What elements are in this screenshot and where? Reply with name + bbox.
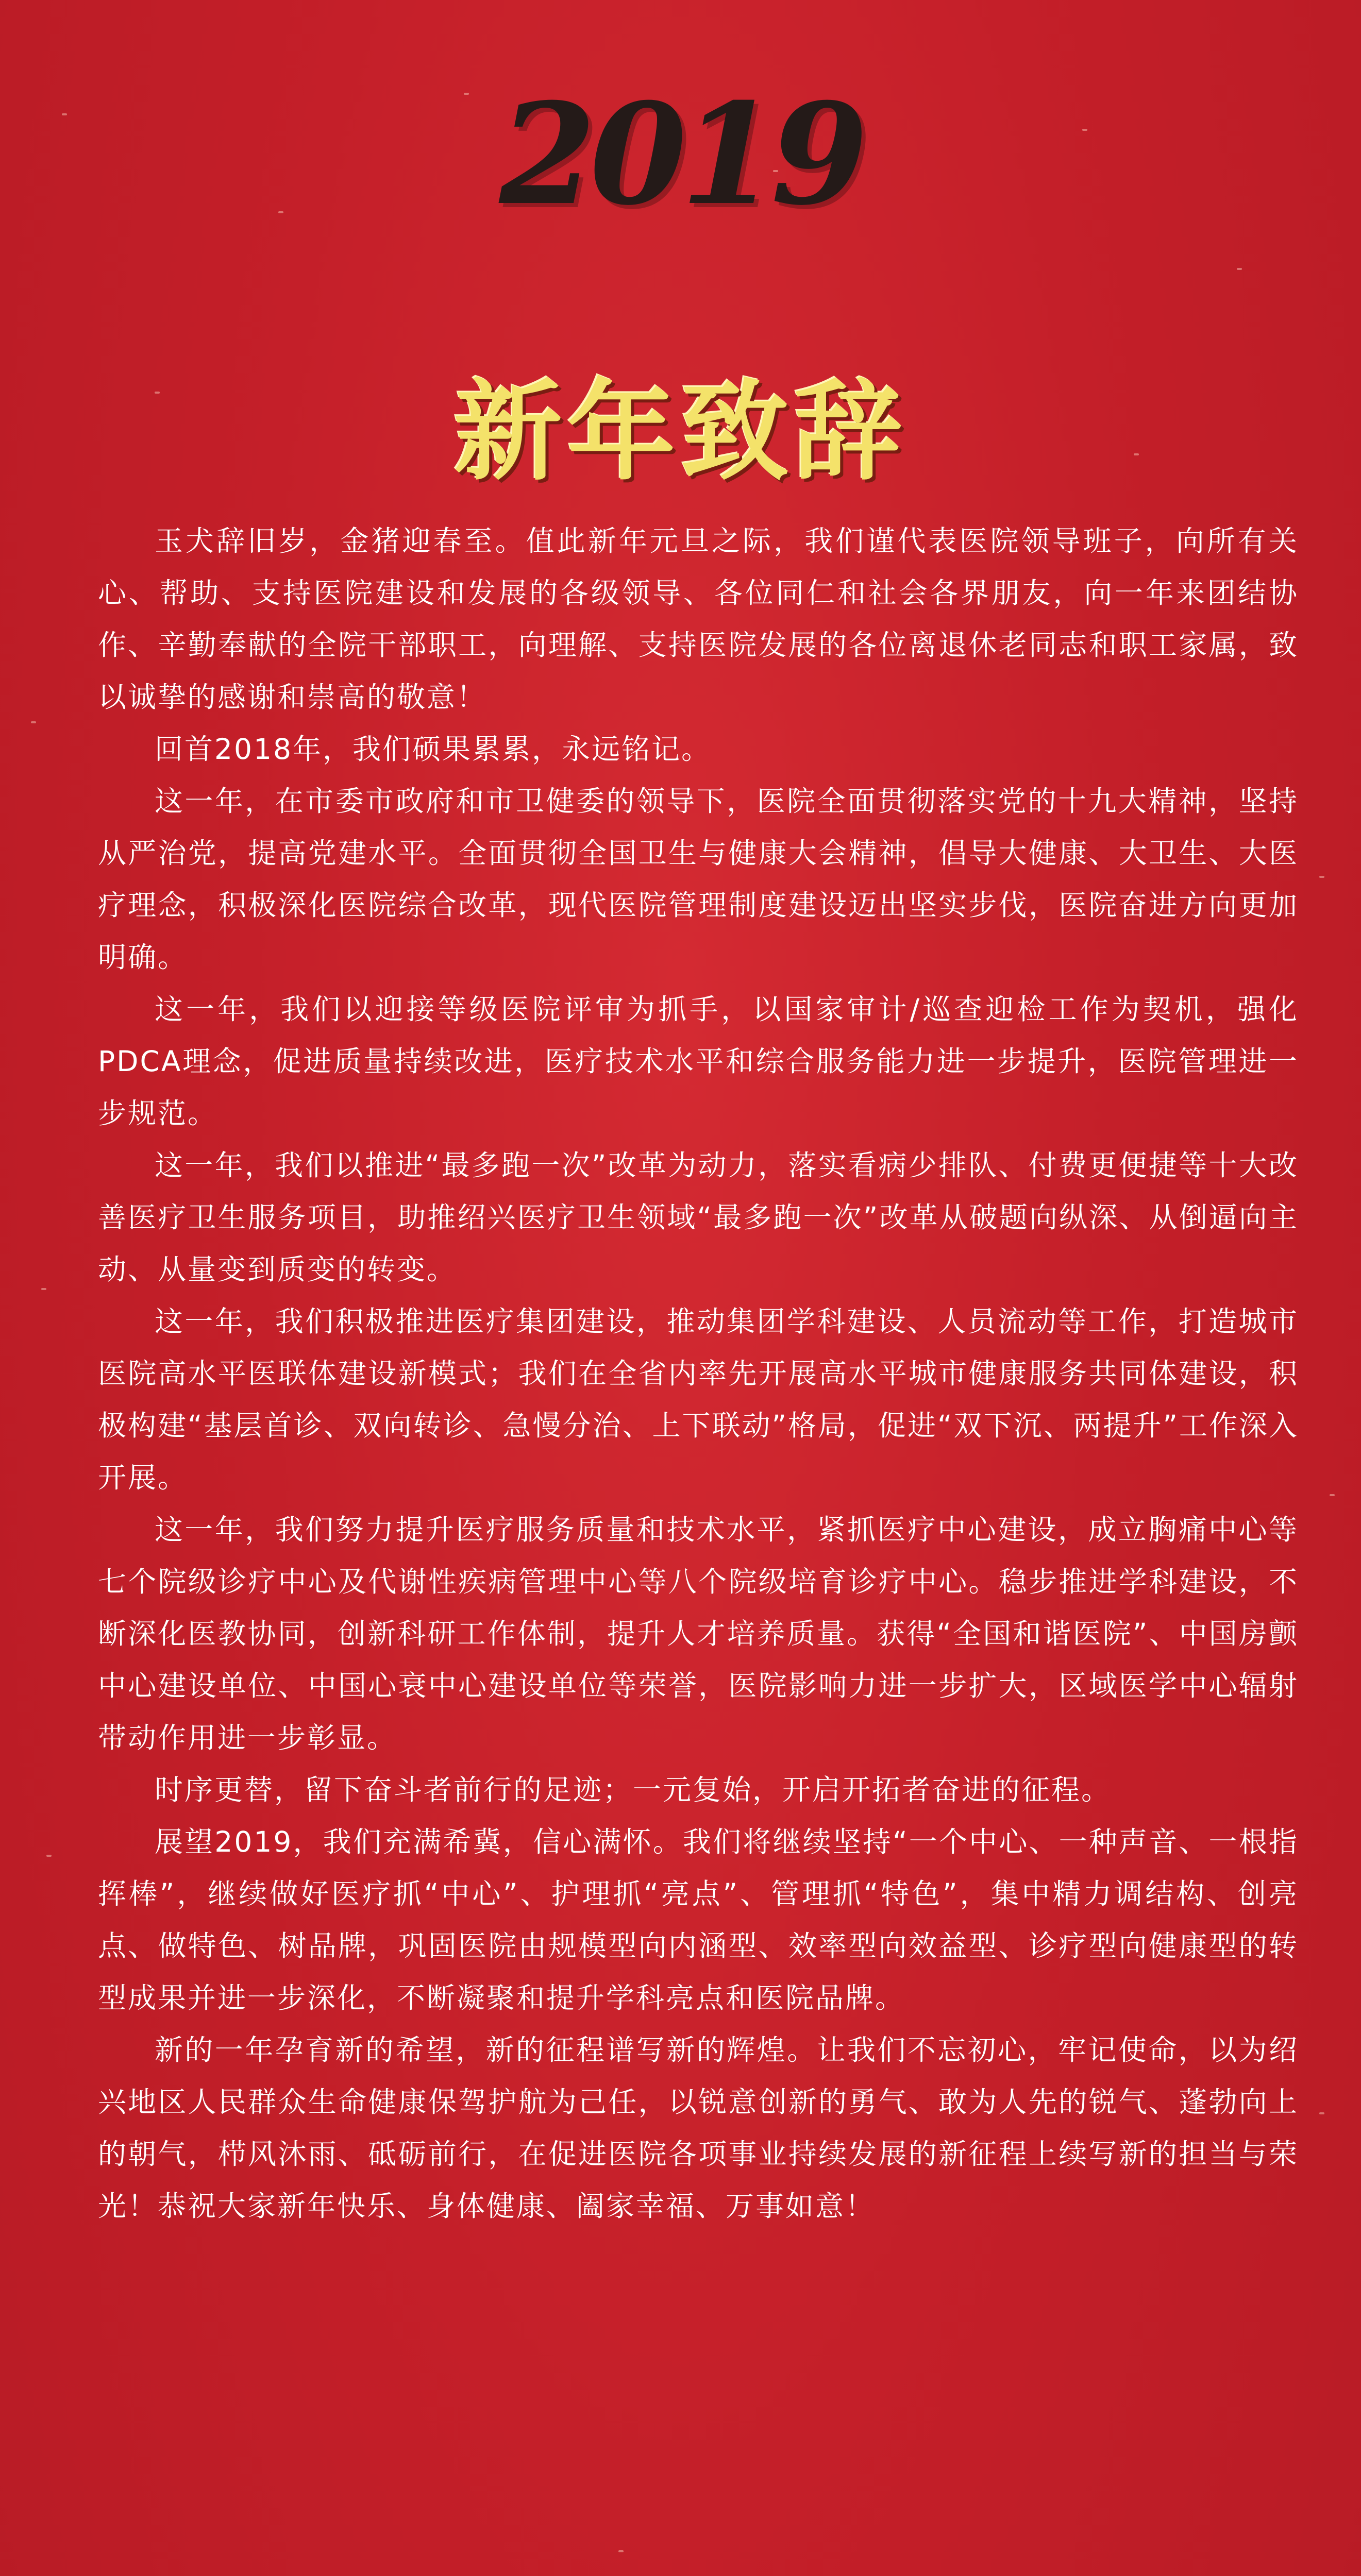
page-title: 新年致辞 bbox=[453, 369, 908, 495]
letter-body bbox=[98, 515, 1299, 2232]
letter-paragraph: 这一年，我们努力提升医疗服务质量和技术水平，紧抓医疗中心建设，成立胸痛中心等七个院级诊疗中心及代谢性疾病管理中心等八个院级培育诊疗中心。稳步推进学科建设，不断深化医教协同，创新科研工作体制，提升人才培养质量。获得“全国和谐医院”、中国房颤中心建设单位、中国心衰中心建设单位等荣誉，医院影响力进一步扩大，区域医学中心辐射带动作用进一步彰显。 bbox=[98, 1513, 1299, 1754]
letter-paragraph: 这一年，我们以推进“最多跑一次”改革为动力，落实看病少排队、付费更便捷等十大改善医疗卫生服务项目，助推绍兴医疗卫生领域“最多跑一次”改革从破题向纵深、从倒逼向主动、从量变到质变的转变。 bbox=[98, 1149, 1299, 1286]
letter-paragraph: 玉犬辞旧岁，金猪迎春至。值此新年元旦之际，我们谨代表医院领导班子，向所有关心、帮助、支持医院建设和发展的各级领导、各位同仁和社会各界朋友，向一年来团结协作、辛勤奉献的全院干部职工，向理解、支持医院发展的各位离退休老同志和职工家属，致以诚挚的感谢和崇高的敬意！ bbox=[98, 524, 1299, 714]
letter-paragraph: 新的一年孕育新的希望，新的征程谱写新的辉煌。让我们不忘初心，牢记使命，以为绍兴地区人民群众生命健康保驾护航为己任，以锐意创新的勇气、敢为人先的锐气、蓬勃向上的朝气，栉风沐雨、砥砺前行，在促进医院各项事业持续发展的新征程上续写新的担当与荣光！恭祝大家新年快乐、身体健康、阖家幸福、万事如意！ bbox=[98, 2033, 1299, 2223]
letter-paragraph: 这一年，我们以迎接等级医院评审为抓手，以国家审计/巡查迎检工作为契机，强化PDCA理念，促进质量持续改进，医疗技术水平和综合服务能力进一步提升，医院管理进一步规范。 bbox=[98, 993, 1299, 1130]
letter-paragraph: 展望2019，我们充满希冀，信心满怀。我们将继续坚持“一个中心、一种声音、一根指挥棒”，继续做好医疗抓“中心”、护理抓“亮点”、管理抓“特色”，集中精力调结构、创亮点、做特色、树品牌，巩固医院由规模型向内涵型、效率型向效益型、诊疗型向健康型的转型成果并进一步深化，不断凝聚和提升学科亮点和医院品牌。 bbox=[98, 1825, 1299, 2014]
header-year: 2019 bbox=[499, 72, 862, 236]
letter-paragraph: 这一年，我们积极推进医疗集团建设，推动集团学科建设、人员流动等工作，打造城市医院高水平医联体建设新模式；我们在全省内率先开展高水平城市健康服务共同体建设，积极构建“基层首诊、双向转诊、急慢分治、上下联动”格局，促进“双下沉、两提升”工作深入开展。 bbox=[98, 1305, 1299, 1494]
letter-paragraph: 回首2018年，我们硕果累累，永远铭记。 bbox=[155, 733, 711, 766]
letter-paragraph: 时序更替，留下奋斗者前行的足迹；一元复始，开启开拓者奋进的征程。 bbox=[155, 1773, 1112, 1806]
letter-paragraph: 这一年，在市委市政府和市卫健委的领导下，医院全面贯彻落实党的十九大精神，坚持从严治党，提高党建水平。全面贯彻全国卫生与健康大会精神，倡导大健康、大卫生、大医疗理念，积极深化医院综合改革，现代医院管理制度建设迈出坚实步伐，医院奋进方向更加明确。 bbox=[98, 785, 1299, 974]
